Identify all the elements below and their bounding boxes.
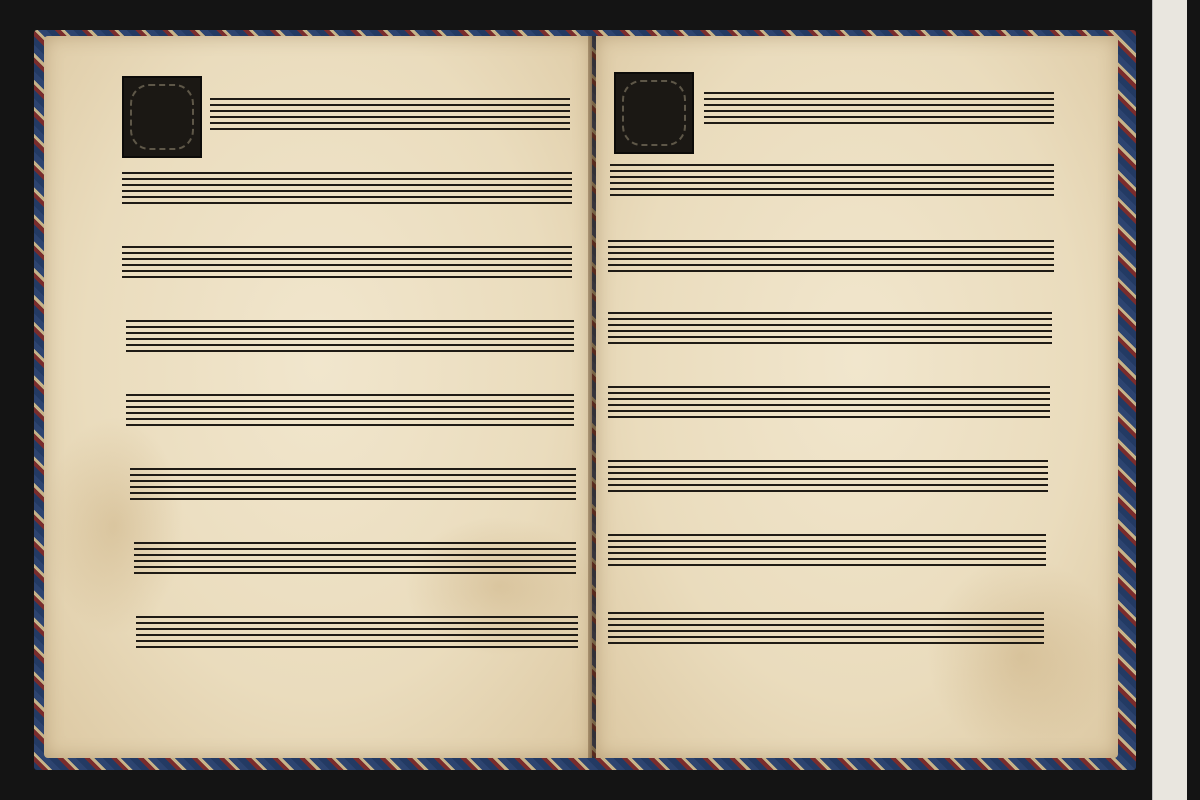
music-staff bbox=[608, 240, 1054, 272]
music-staff bbox=[136, 616, 578, 648]
music-staff bbox=[122, 246, 572, 278]
empty-staff bbox=[608, 612, 1044, 644]
music-staff bbox=[608, 386, 1050, 418]
water-stain bbox=[44, 416, 184, 636]
music-staff bbox=[608, 534, 1046, 566]
music-staff bbox=[210, 98, 570, 130]
water-stain bbox=[926, 556, 1116, 756]
decorated-initial bbox=[614, 72, 694, 154]
measuring-ruler bbox=[1152, 0, 1187, 800]
music-staff bbox=[134, 542, 576, 574]
music-staff bbox=[126, 394, 574, 426]
decorated-initial bbox=[122, 76, 202, 158]
right-page bbox=[596, 36, 1118, 758]
music-staff bbox=[610, 164, 1054, 196]
music-staff bbox=[608, 460, 1048, 492]
music-staff bbox=[130, 468, 576, 500]
left-page bbox=[44, 36, 592, 758]
music-staff bbox=[704, 92, 1054, 124]
music-staff bbox=[122, 172, 572, 204]
music-staff bbox=[608, 312, 1052, 344]
music-staff bbox=[126, 320, 574, 352]
